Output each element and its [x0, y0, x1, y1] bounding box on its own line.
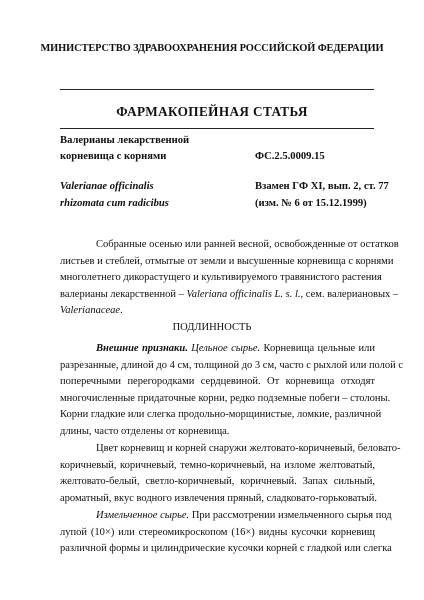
color-line-3: желтовато-белый, светло-коричневый, коричневый. Запах сильный,: [60, 476, 375, 487]
external-line-5: Корни гладкие или слегка продольно-морщинистые, ломкие, различной: [60, 409, 382, 420]
intro-line-3: многолетнего дикорастущего и культивируемого травянистого растения: [60, 272, 382, 283]
intro-line-1: Собранные осенью или ранней весной, освобожденные от остатков: [96, 239, 399, 250]
ministry-heading: МИНИСТЕРСТВО ЗДРАВООХРАНЕНИЯ РОССИЙСКОЙ ФЕДЕРАЦИИ: [40, 43, 384, 54]
external-line-2: разрезанные, длиной до 4 см, толщиной до 3 см, часто с рыхлой или полой с: [60, 359, 404, 371]
top-divider: [60, 89, 374, 90]
color-line-2: коричневый, коричневый, темно-коричневый, на изломе желтоватый,: [60, 459, 375, 471]
intro-line-2: листьев и стеблей, отмытые от земли и высушенные корневища с корнями: [60, 255, 394, 267]
color-paragraph: [60, 441, 401, 507]
crushed-material-paragraph: [60, 508, 392, 558]
external-line-1: Внешние признаки. Цельное сырье. Корневища цельные или: [96, 343, 376, 354]
external-line-3: поперечными перегородками сердцевиной. От корневища отходят: [60, 376, 375, 387]
plant-name-lat-line2: rhizomata cum radicibus: [60, 198, 169, 209]
external-line-6: длины, часто отделены от корневища.: [60, 425, 230, 437]
plant-name-ru-line2: корневища с корнями: [60, 151, 167, 162]
crushed-line-3: различной формы и цилиндрические кусочки корней с гладкой или слегка: [60, 543, 392, 554]
replaces-line2: (изм. № 6 от 15.12.1999): [255, 198, 367, 209]
plant-name-lat-line1: Valerianae officinalis: [60, 181, 154, 192]
intro-line-4: валерианы лекарственной – Valeriana officinalis L. s. l., сем. валериановых –: [60, 288, 399, 300]
article-code: ФС.2.5.0009.15: [255, 151, 325, 162]
document-type-title: ФАРМАКОПЕЙНАЯ СТАТЬЯ: [116, 104, 308, 119]
intro-line-5: Valerianaceae.: [60, 305, 123, 316]
external-features-paragraph: [60, 341, 404, 440]
section-authenticity-heading: ПОДЛИННОСТЬ: [172, 322, 252, 333]
crushed-line-2: лупой (10×) или стереомикроскопом (16×) видны кусочки корневищ: [60, 526, 375, 538]
intro-paragraph: [60, 237, 399, 320]
title-divider: [60, 128, 374, 129]
color-line-4: ароматный, вкус водного извлечения пряный, сладковато-горьковатый.: [60, 492, 377, 504]
replaces-line1: Взамен ГФ XI, вып. 2, ст. 77: [255, 181, 389, 192]
color-line-1: Цвет корневищ и корней снаружи желтовато-коричневый, беловато-: [96, 443, 401, 454]
crushed-line-1: Измельченное сырье. При рассмотрении измельченного сырья под: [96, 510, 392, 521]
external-line-4: многочисленные придаточные корни, редко подземные побеги – столоны.: [60, 392, 391, 404]
plant-name-ru-line1: Валерианы лекарственной: [60, 135, 190, 146]
